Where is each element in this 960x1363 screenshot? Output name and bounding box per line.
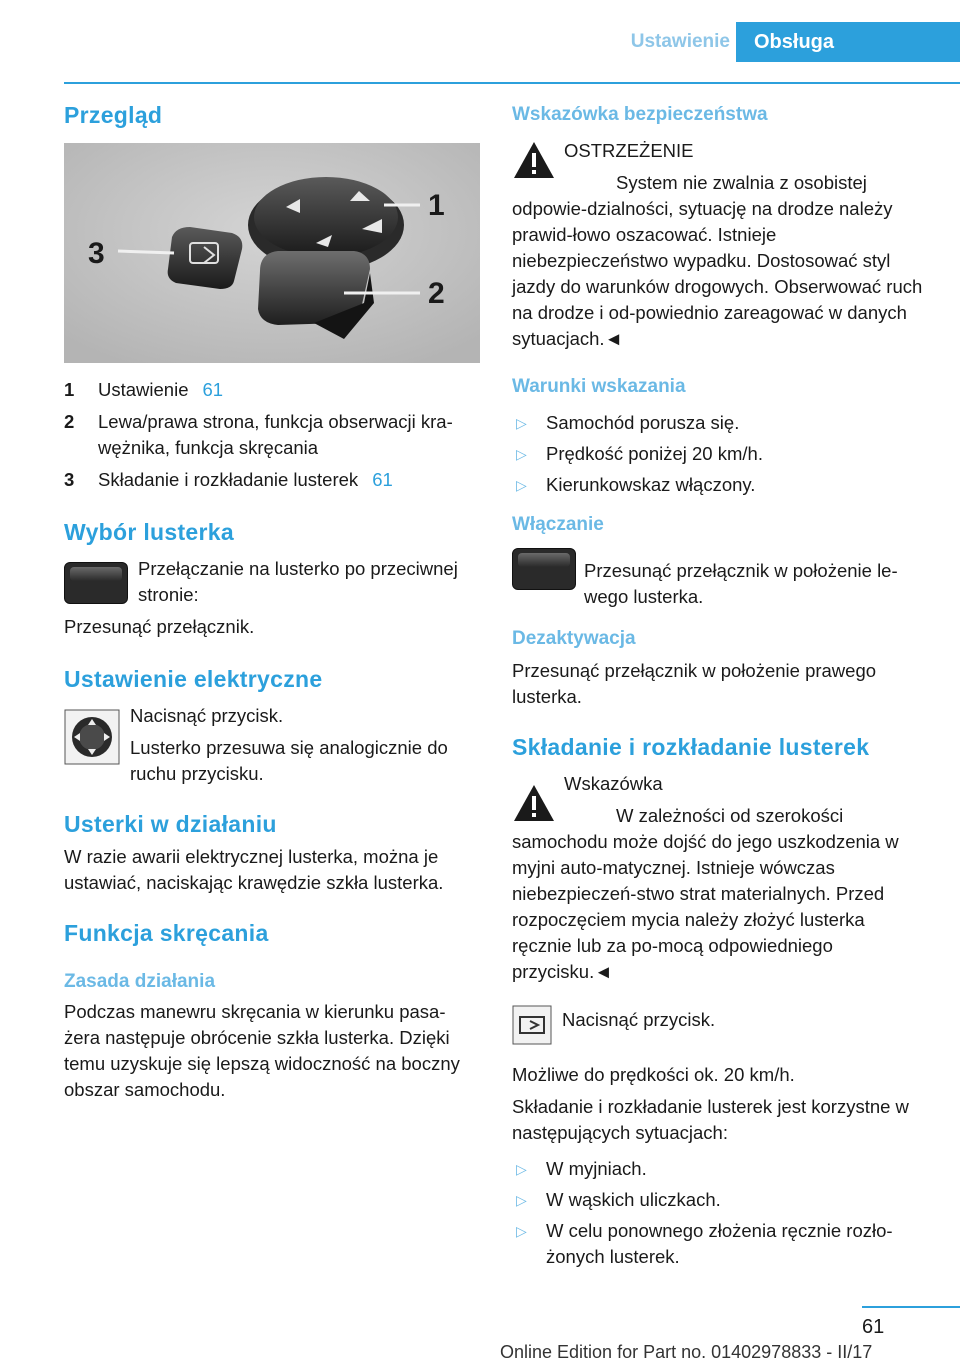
list-item: ▷ Kierunkowskaz włączony. bbox=[512, 472, 924, 498]
deactivate-heading: Dezaktywacja bbox=[512, 628, 636, 649]
legend-item bbox=[64, 467, 480, 493]
mirror-select-instruction: Przesunąć przełącznik. bbox=[64, 616, 255, 637]
faults-text: W razie awarii elektrycznej lusterka, można je ustawiać, naciskając krawędzie szkła lusterka. bbox=[64, 846, 444, 893]
bullet-triangle-icon: ▷ bbox=[516, 446, 527, 462]
warning-triangle-icon bbox=[512, 138, 556, 182]
list-item: ▷ Prędkość poniżej 20 km/h. bbox=[512, 441, 924, 467]
footer-rule bbox=[862, 1306, 960, 1308]
header-chapter-tab: Obsługa bbox=[736, 22, 960, 62]
activate-text: Przesunąć przełącznik w położenie le-wego lusterka. bbox=[584, 560, 898, 607]
legend-num: 2 bbox=[64, 411, 75, 432]
conditions-heading: Warunki wskazania bbox=[512, 376, 686, 397]
conditions-list bbox=[512, 410, 924, 498]
folding-list bbox=[512, 1156, 924, 1270]
electric-block bbox=[64, 703, 480, 787]
activate-block bbox=[512, 548, 924, 610]
header-rule bbox=[64, 82, 960, 84]
mirror-select-heading: Wybór lusterka bbox=[64, 519, 234, 545]
electric-text-1: Nacisnąć przycisk. bbox=[130, 705, 284, 726]
bullet-triangle-icon: ▷ bbox=[516, 1223, 527, 1239]
warning-triangle-icon bbox=[512, 781, 556, 825]
list-item: ▷ Samochód porusza się. bbox=[512, 410, 924, 436]
warning-title: OSTRZEŻENIE bbox=[564, 140, 694, 161]
bullet-triangle-icon: ▷ bbox=[516, 477, 527, 493]
right-column bbox=[512, 100, 924, 1275]
page-ref-link[interactable]: 61 bbox=[202, 379, 224, 400]
safety-warning-block bbox=[512, 138, 924, 352]
warning-text: System nie zwalnia z osobistej odpowie-dzialności, sytuację na drodze należy prawid-łowo oszacować. Istnieje niebezpieczeństwo wypadku. Dostosować styl jazdy do warunków drogowych. Obserwować ruch na drodze i od-powiednio zareagować w danych sytuacjach.◄ bbox=[512, 172, 923, 349]
folding-speed-text: Możliwe do prędkości ok. 20 km/h. bbox=[512, 1064, 795, 1085]
mirror-select-block bbox=[64, 556, 480, 608]
legend-item bbox=[64, 377, 480, 403]
fold-button-block bbox=[512, 1005, 924, 1050]
electric-text-2: Lusterko przesuwa się analogicznie do ruchu przycisku. bbox=[130, 737, 448, 784]
folding-situations-text: Składanie i rozkładanie lusterek jest korzystne w następujących sytuacjach: bbox=[512, 1096, 909, 1143]
overview-legend-list bbox=[64, 377, 480, 493]
legend-text: Składanie i rozkładanie lusterek 61 bbox=[98, 469, 393, 490]
mirror-switch-icon bbox=[64, 562, 128, 604]
bullet-triangle-icon: ▷ bbox=[516, 1161, 527, 1177]
safety-heading: Wskazówka bezpieczeństwa bbox=[512, 104, 768, 125]
note-title: Wskazówka bbox=[564, 773, 663, 794]
deactivate-text: Przesunąć przełącznik w położenie prawego lusterka. bbox=[512, 660, 877, 707]
electric-heading: Ustawienie elektryczne bbox=[64, 666, 323, 692]
figure-label-1: 1 bbox=[428, 189, 445, 222]
legend-item bbox=[64, 409, 480, 461]
fold-press-text: Nacisnąć przycisk. bbox=[562, 1009, 716, 1030]
tilt-text: Podczas manewru skręcania w kierunku pasa-żera następuje obrócenie szkła lusterka. Dzięki temu uzyskuje się lepszą widoczność na boczny obszar samochodu. bbox=[64, 1001, 460, 1100]
list-item: ▷ W celu ponownego złożenia ręcznie rozło-żonych lusterek. bbox=[512, 1218, 924, 1270]
legend-num: 1 bbox=[64, 379, 75, 400]
legend-num: 3 bbox=[64, 469, 75, 490]
mirror-select-text: Przełączanie na lusterko po przeciwnej stronie: bbox=[138, 558, 458, 605]
faults-heading: Usterki w działaniu bbox=[64, 811, 277, 837]
tilt-heading: Funkcja skręcania bbox=[64, 920, 269, 946]
folding-heading: Składanie i rozkładanie lusterek bbox=[512, 734, 870, 760]
legend-text: Ustawienie 61 bbox=[98, 379, 224, 400]
bullet-triangle-icon: ▷ bbox=[516, 415, 527, 431]
note-text: W zależności od szerokości samochodu może dojść do jego uszkodzenia w myjni auto-matycznej. Istnieje wówczas niebezpieczeń-stwo strat materialnych. Przed rozpoczęciem mycia należy złożyć lusterka ręcznie lub za po-mocą odpowiedniego przycisku.◄ bbox=[512, 805, 899, 982]
bullet-triangle-icon: ▷ bbox=[516, 1192, 527, 1208]
header-section: Ustawienie bbox=[630, 31, 730, 52]
figure-label-3: 3 bbox=[88, 237, 105, 270]
mirror-control-photo bbox=[64, 143, 480, 363]
page-ref-link[interactable]: 61 bbox=[372, 469, 393, 490]
legend-text: Lewa/prawa strona, funkcja obserwacji kra-wężnika, funkcja skręcania bbox=[98, 411, 453, 458]
page-header bbox=[0, 22, 960, 62]
direction-pad-icon bbox=[64, 709, 120, 770]
mirror-control-illustration bbox=[64, 143, 480, 363]
list-item: ▷ W wąskich uliczkach. bbox=[512, 1187, 924, 1213]
overview-heading: Przegląd bbox=[64, 102, 163, 128]
left-column bbox=[64, 100, 480, 1103]
mirror-switch-icon bbox=[512, 548, 576, 590]
list-item: ▷ W myjniach. bbox=[512, 1156, 924, 1182]
tilt-subheading: Zasada działania bbox=[64, 971, 216, 992]
edition-note: Online Edition for Part no. 01402978833 - II/17 bbox=[500, 1342, 873, 1362]
page-number: 61 bbox=[862, 1316, 885, 1338]
activate-heading: Włączanie bbox=[512, 514, 604, 535]
fold-mirror-icon bbox=[512, 1005, 552, 1050]
folding-note-block bbox=[512, 771, 924, 985]
figure-label-2: 2 bbox=[428, 277, 445, 310]
